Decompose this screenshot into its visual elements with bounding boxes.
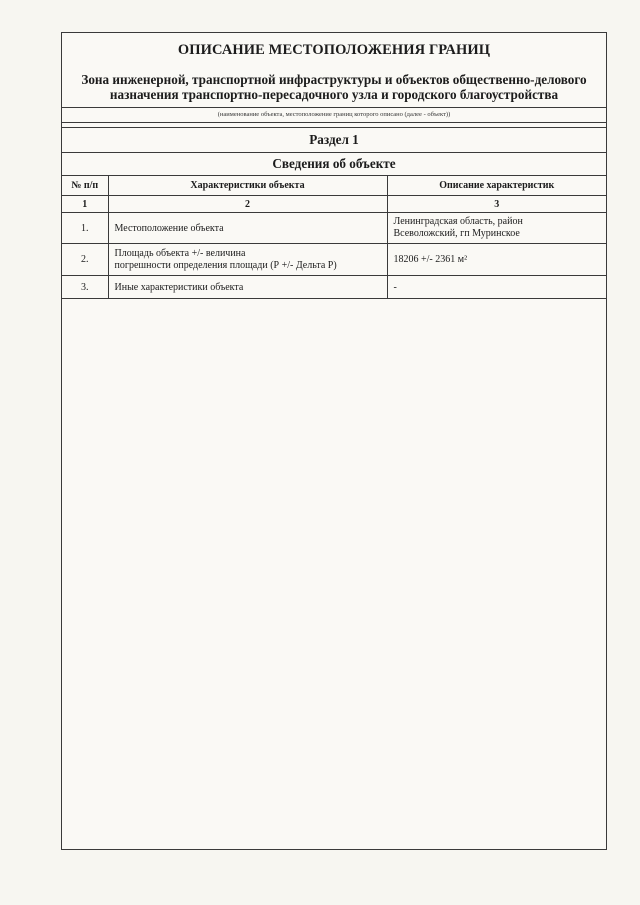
object-name-caption: (наименование объекта, местоположение границ которого описано (далее - объект)) [62, 107, 606, 122]
object-info-table [62, 175, 606, 299]
section-heading: Сведения об объекте [62, 152, 606, 175]
column-number: 1 [62, 196, 108, 213]
section-title: Раздел 1 [62, 127, 606, 152]
characteristic-line: Площадь объекта +/- величина [114, 247, 246, 259]
row-description: 18206 +/- 2361 м² [387, 244, 606, 276]
column-header-number: № п/п [62, 176, 108, 196]
row-number: 3. [62, 276, 108, 299]
description-line: Всеволожский, гп Муринское [393, 228, 520, 239]
row-characteristic: Местоположение объекта [108, 213, 387, 244]
column-number: 2 [108, 196, 387, 213]
table-row [62, 276, 606, 299]
table-header-row [62, 176, 606, 196]
column-header-characteristic: Характеристики объекта [108, 176, 387, 196]
column-number-row [62, 196, 606, 213]
table-row [62, 244, 606, 276]
object-name: Зона инженерной, транспортной инфраструктуры и объектов общественно-делового назначения транспортно-пересадочного узла и городского благоустройства [81, 72, 587, 102]
row-number: 2. [62, 244, 108, 276]
document-sheet [61, 32, 607, 850]
document-title: ОПИСАНИЕ МЕСТОПОЛОЖЕНИЯ ГРАНИЦ [177, 42, 491, 58]
column-header-description: Описание характеристик [387, 176, 606, 196]
row-number: 1. [62, 213, 108, 244]
characteristic-line: погрешности определения площади (Р +/- Дельта Р) [114, 259, 337, 271]
row-description: - [387, 276, 606, 299]
row-description [387, 213, 606, 244]
row-characteristic [108, 244, 387, 276]
table-row [62, 213, 606, 244]
row-characteristic: Иные характеристики объекта [108, 276, 387, 299]
column-number: 3 [387, 196, 606, 213]
description-line: Ленинградская область, район [393, 216, 523, 227]
